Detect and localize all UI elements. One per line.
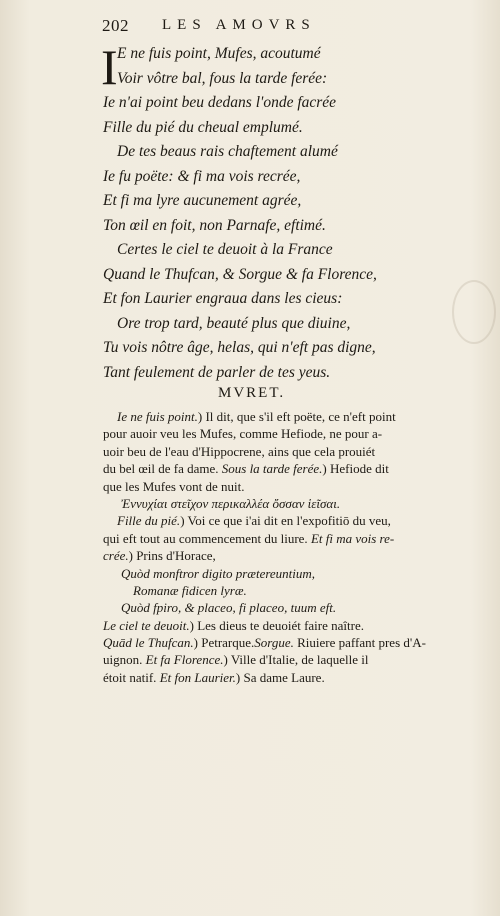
drop-cap: I [101, 39, 118, 95]
commentary-line [103, 651, 458, 668]
verse-line: Quand le Thufcan, & Sorgue & fa Florence, [103, 265, 377, 283]
commentary-title: MVRET. [218, 385, 286, 401]
greek-quotation [103, 495, 458, 512]
verse-line: Ie fu poëte: & fi ma vois recrée, [103, 167, 301, 185]
commentary-line [103, 617, 458, 634]
commentary-line: pour auoir veu les Mufes, comme Hefiode, ne pour a- [103, 426, 383, 442]
gloss: ) Voi ce que i'ai dit en l'expofitiō du veu, [180, 513, 391, 529]
verse-line [103, 42, 463, 67]
commentary-line [103, 460, 458, 477]
verse-line: Tant feulement de parler de tes yeus. [103, 363, 331, 381]
verse-text: Voir vôtre bal, fous la tarde ferée: [117, 69, 328, 87]
verse-line: Certes le ciel te deuoit à la France [117, 241, 333, 258]
lemma: Et fon Laurier. [159, 669, 236, 685]
verse-line: Ie n'ai point beu dedans l'onde facrée [103, 94, 337, 111]
lemma: Quād le Thufcan. [103, 635, 194, 651]
latin-quotation: Quòd monftror digito prætereuntium, [121, 565, 316, 581]
latin-quotation: Quòd fpiro, & placeo, fi placeo, tuum eft. [121, 600, 337, 616]
gloss: ) Petrarque. [193, 635, 255, 651]
lemma: Le ciel te deuoit. [103, 617, 190, 633]
gloss: ) Hefiode dit [322, 461, 389, 477]
gloss: ) Sa dame Laure. [235, 669, 325, 685]
page-number: 202 [102, 16, 129, 35]
verse-text: E ne fuis point, Mufes, acoutumé [117, 45, 321, 62]
verse-line: Ore trop tard, beauté plus que diuine, [117, 314, 351, 332]
gloss: étoit natif. [103, 669, 157, 685]
lemma: Fille du pié. [117, 513, 181, 529]
commentary [103, 408, 458, 686]
page-header [102, 16, 432, 38]
verse-line: Ton œil en foit, non Parnafe, eftimé. [103, 216, 326, 234]
gloss: ) Les dieus te deuoiét faire naître. [189, 617, 364, 633]
commentary-line [103, 634, 458, 651]
show-through-mark [452, 280, 496, 344]
commentary-line [103, 512, 458, 529]
gloss: ) Prins d'Horace, [128, 548, 216, 564]
verse-line: De tes beaus rais chaftement alumé [117, 143, 338, 160]
greek-text: Ἐννυχίαι στεῖχον περικαλλέα ὄσσαν ἱεῖσαι. [121, 495, 341, 511]
verse-line: Fille du pié du cheual emplumé. [103, 118, 303, 136]
commentary-line: que les Mufes vont de nuit. [103, 478, 245, 494]
commentary-line [103, 669, 458, 686]
sonnet [101, 39, 463, 385]
latin-quotation: Romanæ fidicen lyræ. [133, 582, 247, 598]
verse-line: Et fon Laurier engraua dans les cieus: [103, 290, 343, 307]
lemma: Et fa Florence. [145, 652, 224, 668]
gloss: uignon. [103, 652, 143, 668]
gloss: ) Ville d'Italie, de laquelle il [223, 652, 369, 668]
gloss: du bel œil de fa dame. [103, 461, 219, 477]
gloss: ) Il dit, que s'il eft poëte, ce n'eft point [197, 409, 396, 424]
verse-line [103, 67, 463, 92]
verse-line: Et fi ma lyre aucunement agrée, [103, 192, 302, 209]
commentary-line [103, 408, 458, 425]
running-title: LES AMOVRS [162, 17, 316, 33]
lemma: Sorgue. [254, 635, 294, 651]
lemma: Ie ne fuis point. [117, 409, 198, 424]
lemma: Sous la tarde ferée. [221, 461, 323, 477]
lemma: Et fi ma vois re- [310, 530, 395, 546]
lemma: crée. [103, 548, 129, 564]
commentary-line: uoir beu de l'eau d'Hippocrene, ains que cela prouiét [103, 443, 376, 459]
gloss: qui eft tout au commencement du liure. [103, 530, 308, 546]
commentary-line [103, 530, 458, 547]
commentary-line [103, 547, 458, 564]
verse-line: Tu vois nôtre âge, helas, qui n'eft pas digne, [103, 339, 376, 356]
gloss: Riuiere paffant pres d'A- [293, 635, 426, 651]
